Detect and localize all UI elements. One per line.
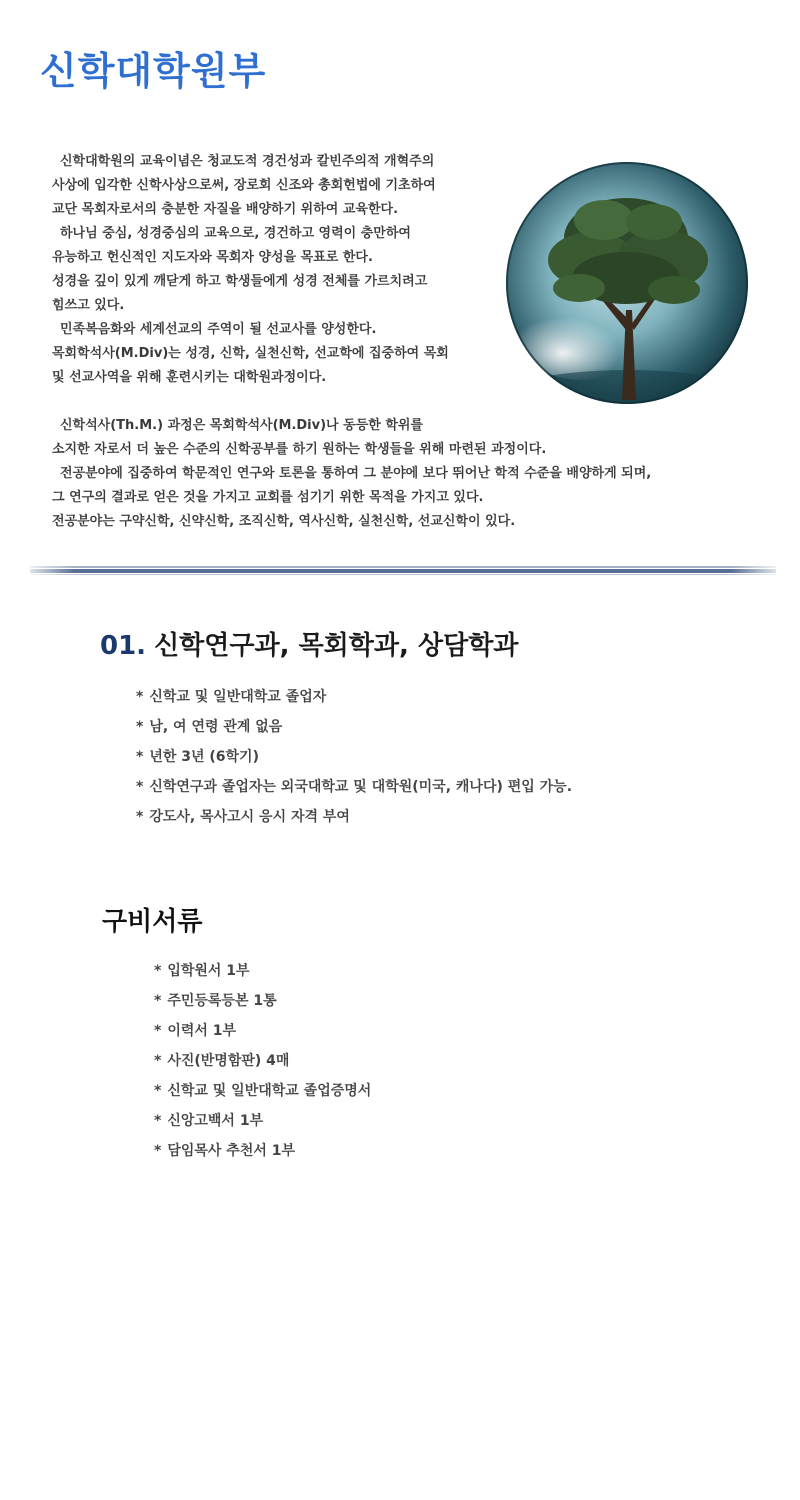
bullet-icon: *	[154, 1113, 162, 1129]
list-item	[136, 682, 572, 712]
page-title: 신학대학원부	[40, 49, 267, 93]
list-item	[154, 1076, 371, 1106]
intro-line: 및 선교사역을 위해 훈련시키는 대학원과정이다.	[52, 370, 327, 385]
list-item	[136, 712, 572, 742]
intro-line: 성경을 깊이 있게 깨닫게 하고 학생들에게 성경 전체를 가르치려고	[52, 274, 428, 289]
intro-line: 목회학석사(M.Div)는 성경, 신학, 실천신학, 선교학에 집중하여 목회	[52, 346, 449, 361]
intro-line: 힘쓰고 있다.	[52, 298, 125, 313]
section-divider	[30, 564, 776, 576]
list-item	[154, 1046, 371, 1076]
thm-line: 그 연구의 결과로 얻은 것을 가지고 교회를 섬기기 위한 목적을 가지고 있다.	[52, 490, 484, 505]
list-item	[154, 1136, 371, 1166]
section-heading-text: 신학연구과, 목회학과, 상담학과	[154, 631, 519, 661]
list-item	[154, 986, 371, 1016]
thm-line: 전공분야는 구약신학, 신약신학, 조직신학, 역사신학, 실천신학, 선교신학이 있다.	[52, 514, 516, 529]
list-item	[136, 742, 572, 772]
list-item-text: 신앙고백서 1부	[167, 1113, 264, 1129]
intro-line: 하나님 중심, 성경중심의 교육으로, 경건하고 영력이 충만하여	[60, 226, 411, 241]
bullet-icon: *	[136, 749, 144, 765]
requirements-list	[136, 682, 572, 832]
list-item-text: 년한 3년 (6학기)	[149, 749, 259, 765]
thm-line: 신학석사(Th.M.) 과정은 목회학석사(M.Div)나 동등한 학위를	[60, 418, 424, 433]
list-item-text: 입학원서 1부	[167, 963, 250, 979]
intro-line: 사상에 입각한 신학사상으로써, 장로회 신조와 총회헌법에 기초하여	[52, 178, 436, 193]
list-item	[136, 802, 572, 832]
list-item	[154, 956, 371, 986]
list-item-text: 이력서 1부	[167, 1023, 237, 1039]
list-item-text: 강도사, 목사고시 응시 자격 부여	[149, 809, 350, 825]
intro-line: 유능하고 헌신적인 지도자와 목회자 양성을 목표로 한다.	[52, 250, 373, 265]
bullet-icon: *	[154, 1023, 162, 1039]
bullet-icon: *	[136, 779, 144, 795]
bullet-icon: *	[136, 809, 144, 825]
bullet-icon: *	[154, 963, 162, 979]
thm-line: 소지한 자로서 더 높은 수준의 신학공부를 하기 원하는 학생들을 위해 마련된 과정이다.	[52, 442, 547, 457]
list-item-text: 주민등록등본 1통	[167, 993, 277, 1009]
bullet-icon: *	[136, 689, 144, 705]
intro-paragraph	[52, 150, 512, 390]
thm-paragraph	[52, 414, 752, 534]
list-item-text: 사진(반명함판) 4매	[167, 1053, 290, 1069]
bullet-icon: *	[154, 993, 162, 1009]
section-heading	[100, 626, 518, 666]
documents-list	[154, 956, 371, 1166]
documents-heading: 구비서류	[102, 907, 203, 937]
section-number: 01.	[100, 631, 147, 661]
thm-line: 전공분야에 집중하여 학문적인 연구와 토론을 통하여 그 분야에 보다 뛰어난 학적 수준을 배양하게 되며,	[60, 466, 652, 481]
intro-line: 교단 목회자로서의 충분한 자질을 배양하기 위하여 교육한다.	[52, 202, 399, 217]
tree-globe-icon	[504, 160, 750, 406]
list-item-text: 신학연구과 졸업자는 외국대학교 및 대학원(미국, 캐나다) 편입 가능.	[149, 779, 573, 795]
intro-line: 민족복음화와 세계선교의 주역이 될 선교사를 양성한다.	[60, 322, 377, 337]
list-item-text: 남, 여 연령 관계 없음	[149, 719, 283, 735]
list-item-text: 신학교 및 일반대학교 졸업자	[149, 689, 327, 705]
list-item	[136, 772, 572, 802]
list-item-text: 담임목사 추천서 1부	[167, 1143, 296, 1159]
intro-line: 신학대학원의 교육이념은 청교도적 경건성과 칼빈주의적 개혁주의	[60, 154, 435, 169]
bullet-icon: *	[154, 1053, 162, 1069]
list-item	[154, 1106, 371, 1136]
bullet-icon: *	[136, 719, 144, 735]
list-item	[154, 1016, 371, 1046]
bullet-icon: *	[154, 1083, 162, 1099]
bullet-icon: *	[154, 1143, 162, 1159]
list-item-text: 신학교 및 일반대학교 졸업증명서	[167, 1083, 372, 1099]
